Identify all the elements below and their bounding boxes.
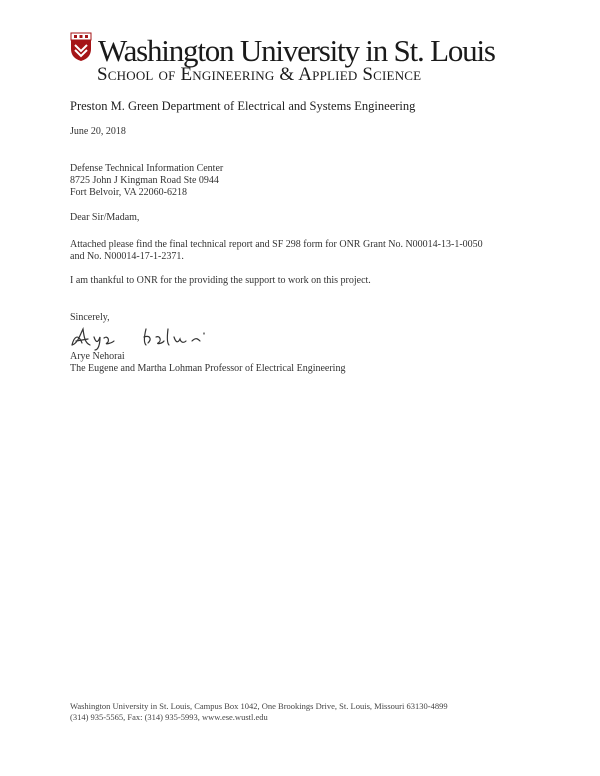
letter-date: June 20, 2018 [70,126,126,137]
footer-contact: (314) 935-5565, Fax: (314) 935-5993, www.ese.wustl.edu [70,712,268,722]
recipient-line-3: Fort Belvoir, VA 22060-6218 [70,187,188,198]
school-name: School of Engineering & Applied Science [97,64,422,85]
signer-block [70,351,345,375]
letterhead-footer [70,701,448,723]
recipient-address [70,163,223,199]
university-name: Washington University in St. Louis [98,33,495,68]
footer-address: Washington University in St. Louis, Campus Box 1042, One Brookings Drive, St. Louis, Missouri 63130-4899 [70,701,448,711]
signer-name: Arye Nehorai [70,351,125,362]
paragraph-thanks: I am thankful to ONR for the providing the support to work on this project. [70,275,371,286]
university-logo [70,26,495,66]
closing: Sincerely, [70,312,110,323]
paragraph-report-line-1: Attached please find the final technical report and SF 298 form for ONR Grant No. N00014-13-1-0050 [70,239,483,250]
paragraph-report [70,239,483,263]
handwritten-signature [68,323,218,351]
university-shield-icon [70,32,92,62]
department-name: Preston M. Green Department of Electrical and Systems Engineering [70,99,416,113]
paragraph-report-line-2: and No. N00014-17-1-2371. [70,251,184,262]
greeting: Dear Sir/Madam, [70,212,140,223]
recipient-line-1: Defense Technical Information Center [70,163,224,174]
recipient-line-2: 8725 John J Kingman Road Ste 0944 [70,175,219,186]
signer-title: The Eugene and Martha Lohman Professor of Electrical Engineering [70,363,346,374]
